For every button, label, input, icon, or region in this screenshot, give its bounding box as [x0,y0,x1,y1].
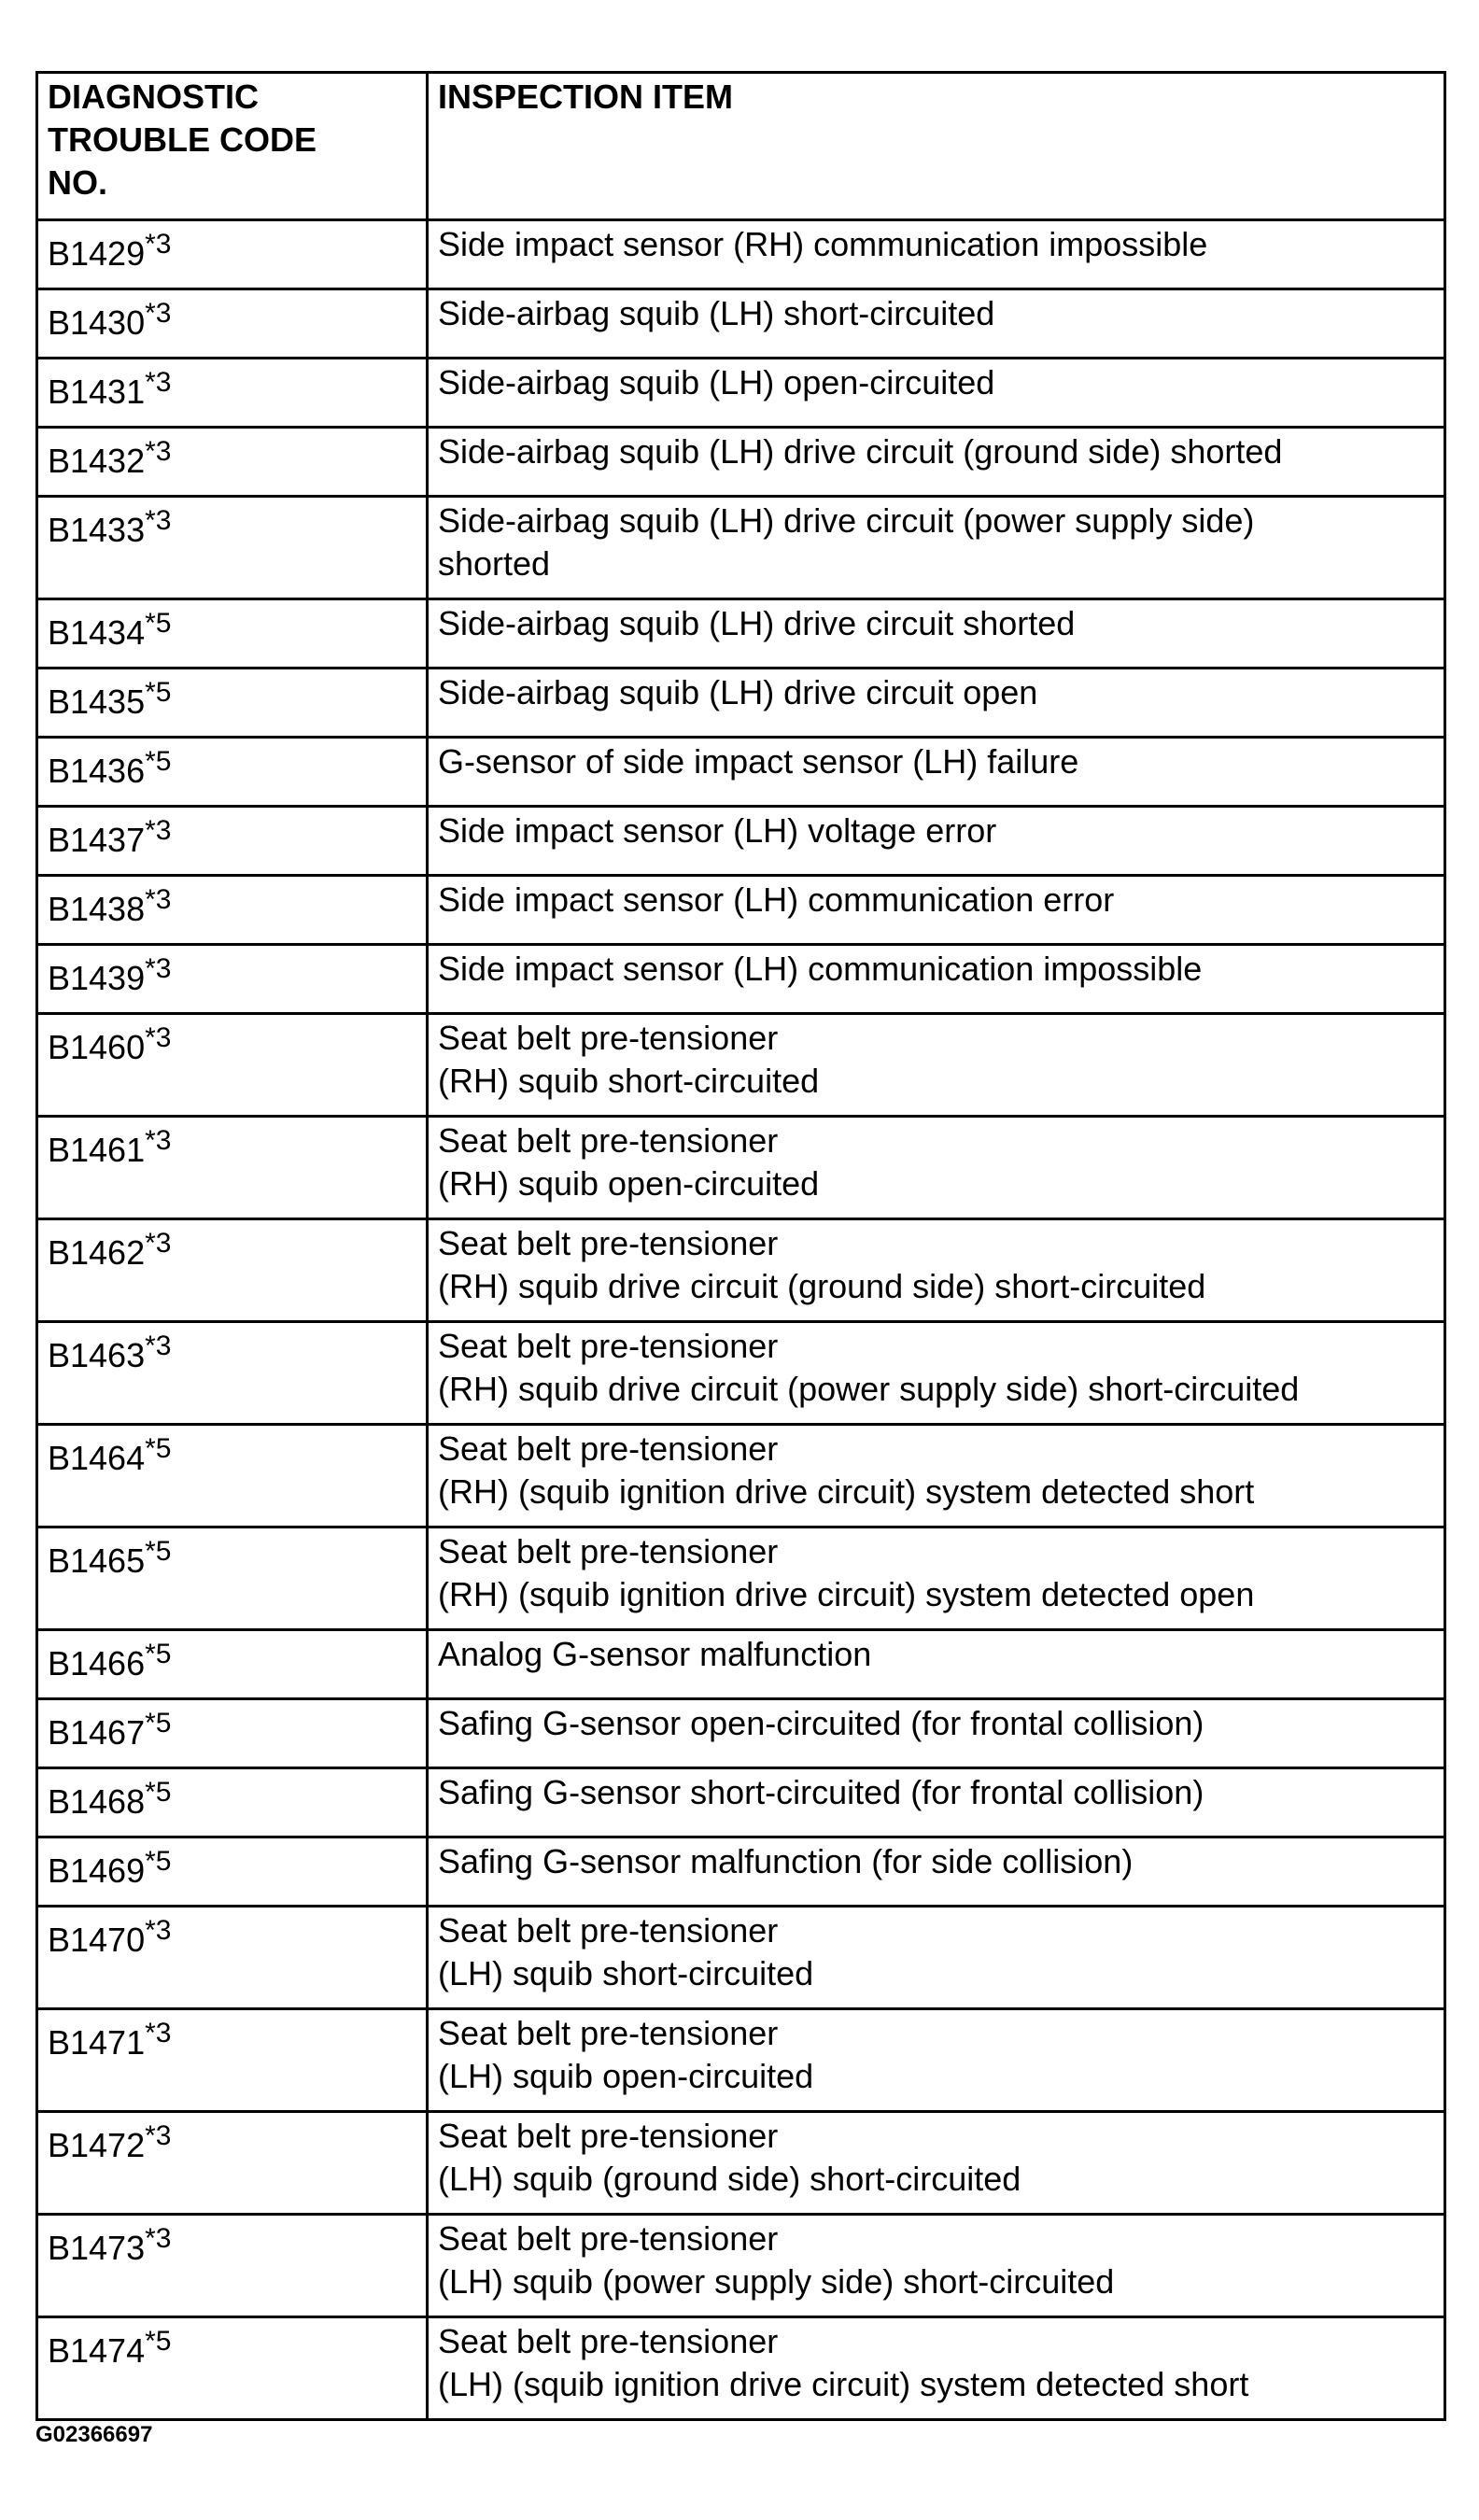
dtc-note: *3 [145,815,172,846]
dtc-note: *5 [145,608,172,639]
table-row [37,2009,1445,2112]
dtc-code: B1436 [48,752,146,790]
table-row [37,428,1445,497]
table-row [37,1907,1445,2009]
dtc-note: *5 [145,1639,172,1669]
table-row [37,220,1445,289]
inspection-item-line: Seat belt pre-tensioner [438,1532,779,1570]
inspection-item-cell [428,1527,1445,1630]
inspection-item-line: Side impact sensor (LH) voltage error [438,811,997,850]
dtc-code: B1434 [48,613,146,652]
table-row [37,876,1445,945]
dtc-code-cell [37,1907,428,2009]
dtc-note: *5 [145,2326,172,2357]
dtc-code: B1432 [48,442,146,480]
table-row [37,669,1445,738]
dtc-note: *3 [145,953,172,984]
table-body [37,220,1445,2420]
dtc-note: *3 [145,1915,172,1946]
dtc-note: *5 [145,1846,172,1877]
table-row [37,738,1445,807]
dtc-note: *5 [145,1433,172,1464]
dtc-code-cell [37,428,428,497]
dtc-note: *3 [145,367,172,398]
inspection-item-cell [428,807,1445,876]
inspection-item-cell [428,669,1445,738]
dtc-code-cell [37,1527,428,1630]
dtc-code-cell [37,289,428,359]
dtc-code: B1464 [48,1439,146,1477]
inspection-item-cell [428,599,1445,669]
table-row [37,599,1445,669]
dtc-code: B1429 [48,234,146,273]
inspection-item-line: Safing G-sensor malfunction (for side collision) [438,1842,1134,1880]
inspection-item-line: Seat belt pre-tensioner [438,2322,779,2360]
dtc-code: B1467 [48,1713,146,1752]
inspection-item-cell [428,220,1445,289]
inspection-item-cell [428,1699,1445,1768]
dtc-code-cell [37,2317,428,2420]
inspection-item-line: (LH) (squib ignition drive circuit) system detected short [438,2365,1249,2403]
dtc-code: B1472 [48,2126,146,2164]
dtc-note: *3 [145,2120,172,2151]
dtc-code-cell [37,1219,428,1322]
table-row [37,289,1445,359]
inspection-item-line: Seat belt pre-tensioner [438,2117,779,2155]
dtc-note: *3 [145,1125,172,1156]
table-row [37,1699,1445,1768]
table-row [37,1527,1445,1630]
dtc-code: B1462 [48,1233,146,1272]
dtc-code-cell [37,359,428,428]
dtc-note: *3 [145,229,172,260]
header-code [37,73,428,220]
inspection-item-cell [428,1117,1445,1219]
dtc-code: B1463 [48,1336,146,1374]
table-row [37,1630,1445,1699]
inspection-item-cell [428,289,1445,359]
dtc-code: B1437 [48,821,146,859]
inspection-item-line: (RH) (squib ignition drive circuit) system detected short [438,1472,1255,1511]
dtc-note: *3 [145,1330,172,1361]
dtc-code: B1474 [48,2331,146,2370]
header-item: INSPECTION ITEM [428,73,1445,220]
dtc-note: *5 [145,1777,172,1808]
inspection-item-line: (RH) squib short-circuited [438,1062,820,1100]
inspection-item-line: Side-airbag squib (LH) short-circuited [438,294,995,332]
table-row [37,807,1445,876]
table-row [37,359,1445,428]
dtc-code-cell [37,1699,428,1768]
inspection-item-cell [428,1014,1445,1117]
dtc-code-cell [37,220,428,289]
dtc-note: *5 [145,677,172,708]
dtc-code: B1438 [48,890,146,928]
inspection-item-cell [428,2112,1445,2215]
figure-id: G02366697 [35,2422,153,2447]
dtc-code-cell [37,1425,428,1527]
dtc-note: *3 [145,2018,172,2048]
inspection-item-line: Seat belt pre-tensioner [438,1327,779,1365]
inspection-item-line: shorted [438,544,551,583]
dtc-code: B1465 [48,1542,146,1580]
header-code-line: TROUBLE CODE [48,120,317,159]
table-row [37,1425,1445,1527]
inspection-item-cell [428,497,1445,599]
inspection-item-line: Seat belt pre-tensioner [438,1911,779,1950]
dtc-note: *3 [145,1022,172,1053]
table-row [37,497,1445,599]
inspection-item-line: (LH) squib (power supply side) short-circuited [438,2262,1115,2301]
dtc-code: B1470 [48,1921,146,1959]
inspection-item-cell [428,1907,1445,2009]
dtc-code: B1471 [48,2023,146,2062]
table-header [37,73,1445,220]
dtc-note: *5 [145,1536,172,1567]
dtc-code: B1460 [48,1028,146,1066]
table-row [37,945,1445,1014]
inspection-item-cell [428,1630,1445,1699]
dtc-code-cell [37,807,428,876]
inspection-item-cell [428,2215,1445,2317]
inspection-item-line: Seat belt pre-tensioner [438,1019,779,1057]
dtc-code-cell [37,1117,428,1219]
inspection-item-line: Safing G-sensor open-circuited (for frontal collision) [438,1704,1204,1742]
table-row [37,1219,1445,1322]
dtc-code-cell [37,669,428,738]
dtc-code: B1468 [48,1782,146,1821]
dtc-code-cell [37,1768,428,1837]
inspection-item-line: G-sensor of side impact sensor (LH) failure [438,742,1079,781]
inspection-item-cell [428,1322,1445,1425]
header-code-line: DIAGNOSTIC [48,77,260,116]
table-row [37,2317,1445,2420]
dtc-code: B1431 [48,373,146,411]
inspection-item-line: Side-airbag squib (LH) drive circuit shorted [438,604,1076,642]
inspection-item-line: Side impact sensor (LH) communication error [438,880,1115,919]
table-row [37,1322,1445,1425]
inspection-item-cell [428,738,1445,807]
dtc-code-cell [37,876,428,945]
dtc-code: B1466 [48,1644,146,1682]
header-row [37,73,1445,220]
inspection-item-cell [428,1219,1445,1322]
dtc-note: *3 [145,436,172,467]
inspection-item-line: Side impact sensor (LH) communication impossible [438,950,1203,988]
dtc-code-cell [37,1630,428,1699]
dtc-code-cell [37,599,428,669]
inspection-item-line: (RH) (squib ignition drive circuit) system detected open [438,1575,1255,1613]
dtc-note: *3 [145,298,172,329]
dtc-code-cell [37,2112,428,2215]
inspection-item-line: (LH) squib short-circuited [438,1954,814,1992]
inspection-item-line: Side-airbag squib (LH) open-circuited [438,363,995,401]
inspection-item-line: Side-airbag squib (LH) drive circuit open [438,673,1038,711]
dtc-code: B1469 [48,1851,146,1890]
inspection-item-line: Safing G-sensor short-circuited (for frontal collision) [438,1773,1204,1811]
header-code-line: NO. [48,163,108,202]
table-row [37,1117,1445,1219]
inspection-item-line: Seat belt pre-tensioner [438,1121,779,1160]
dtc-code-cell [37,1014,428,1117]
inspection-item-line: Analog G-sensor malfunction [438,1635,872,1673]
inspection-item-cell [428,945,1445,1014]
dtc-code: B1473 [48,2229,146,2267]
table-row [37,1837,1445,1907]
dtc-code-cell [37,1837,428,1907]
inspection-item-line: Side-airbag squib (LH) drive circuit (power supply side) [438,501,1255,540]
inspection-item-cell [428,2317,1445,2420]
inspection-item-cell [428,2009,1445,2112]
dtc-code-cell [37,2009,428,2112]
inspection-item-cell [428,1837,1445,1907]
inspection-item-line: (RH) squib open-circuited [438,1164,820,1203]
inspection-item-line: Seat belt pre-tensioner [438,1429,779,1468]
dtc-note: *3 [145,884,172,915]
inspection-item-line: Seat belt pre-tensioner [438,2219,779,2258]
inspection-item-cell [428,359,1445,428]
dtc-code: B1439 [48,959,146,997]
dtc-code-cell [37,1322,428,1425]
inspection-item-line: Side-airbag squib (LH) drive circuit (ground side) shorted [438,432,1283,471]
dtc-note: *3 [145,1228,172,1259]
inspection-item-line: Seat belt pre-tensioner [438,2014,779,2052]
dtc-code-cell [37,945,428,1014]
dtc-code-cell [37,738,428,807]
table-row [37,1768,1445,1837]
table-row [37,2215,1445,2317]
inspection-item-cell [428,428,1445,497]
dtc-code-cell [37,497,428,599]
dtc-code-cell [37,2215,428,2317]
dtc-note: *5 [145,746,172,777]
inspection-item-cell [428,1425,1445,1527]
inspection-item-line: Side impact sensor (RH) communication impossible [438,225,1208,263]
inspection-item-line: (RH) squib drive circuit (power supply side) short-circuited [438,1370,1300,1408]
inspection-item-line: (RH) squib drive circuit (ground side) short-circuited [438,1267,1206,1305]
dtc-code: B1433 [48,511,146,549]
table-row [37,1014,1445,1117]
inspection-item-line: (LH) squib (ground side) short-circuited [438,2160,1021,2198]
dtc-code: B1430 [48,303,146,342]
dtc-table [35,71,1446,2421]
inspection-item-cell [428,876,1445,945]
inspection-item-line: (LH) squib open-circuited [438,2057,814,2095]
dtc-note: *3 [145,505,172,536]
dtc-note: *5 [145,1708,172,1739]
dtc-code: B1461 [48,1131,146,1169]
dtc-code: B1435 [48,683,146,721]
dtc-note: *3 [145,2223,172,2254]
inspection-item-line: Seat belt pre-tensioner [438,1224,779,1262]
inspection-item-cell [428,1768,1445,1837]
table-row [37,2112,1445,2215]
